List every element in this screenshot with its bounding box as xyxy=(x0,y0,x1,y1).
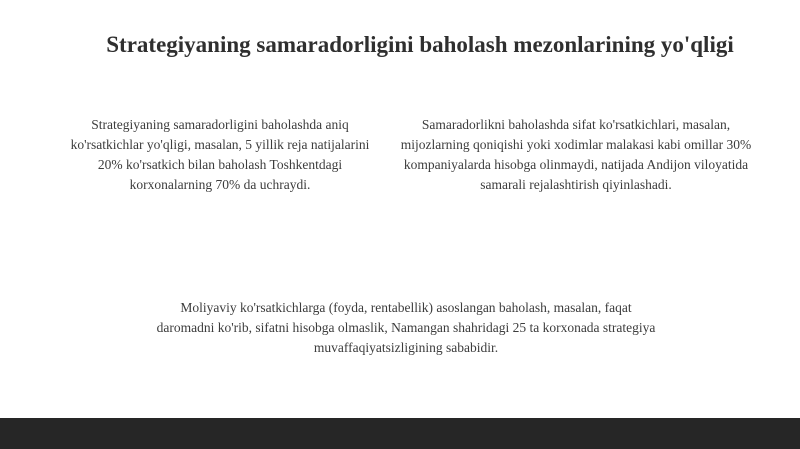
paragraph-bottom: Moliyaviy ko'rsatkichlarga (foyda, rentabellik) asoslangan baholash, masalan, faqat daromadni ko'rib, sifatni hisobga olmaslik, Namangan shahridagi 25 ta korxonada strategiya muvaffaqiyatsizligining sababidir. xyxy=(156,300,656,355)
footer-bar xyxy=(0,418,800,449)
slide-title: Strategiyaning samaradorligini baholash mezonlarining yo'qligi xyxy=(106,32,734,57)
paragraph-left: Strategiyaning samaradorligini baholashda aniq ko'rsatkichlar yo'qligi, masalan, 5 yillik reja natijalarini 20% ko'rsatkich bilan baholash Toshkentdagi korxonalarning 70% da uchraydi. xyxy=(70,117,370,192)
paragraph-right: Samaradorlikni baholashda sifat ko'rsatkichlari, masalan, mijozlarning qoniqishi yoki xodimlar malakasi kabi omillar 30% kompaniyalarda hisobga olinmaydi, natijada Andijon viloyatida samarali rejalashtirish qiyinlashadi. xyxy=(400,117,752,192)
